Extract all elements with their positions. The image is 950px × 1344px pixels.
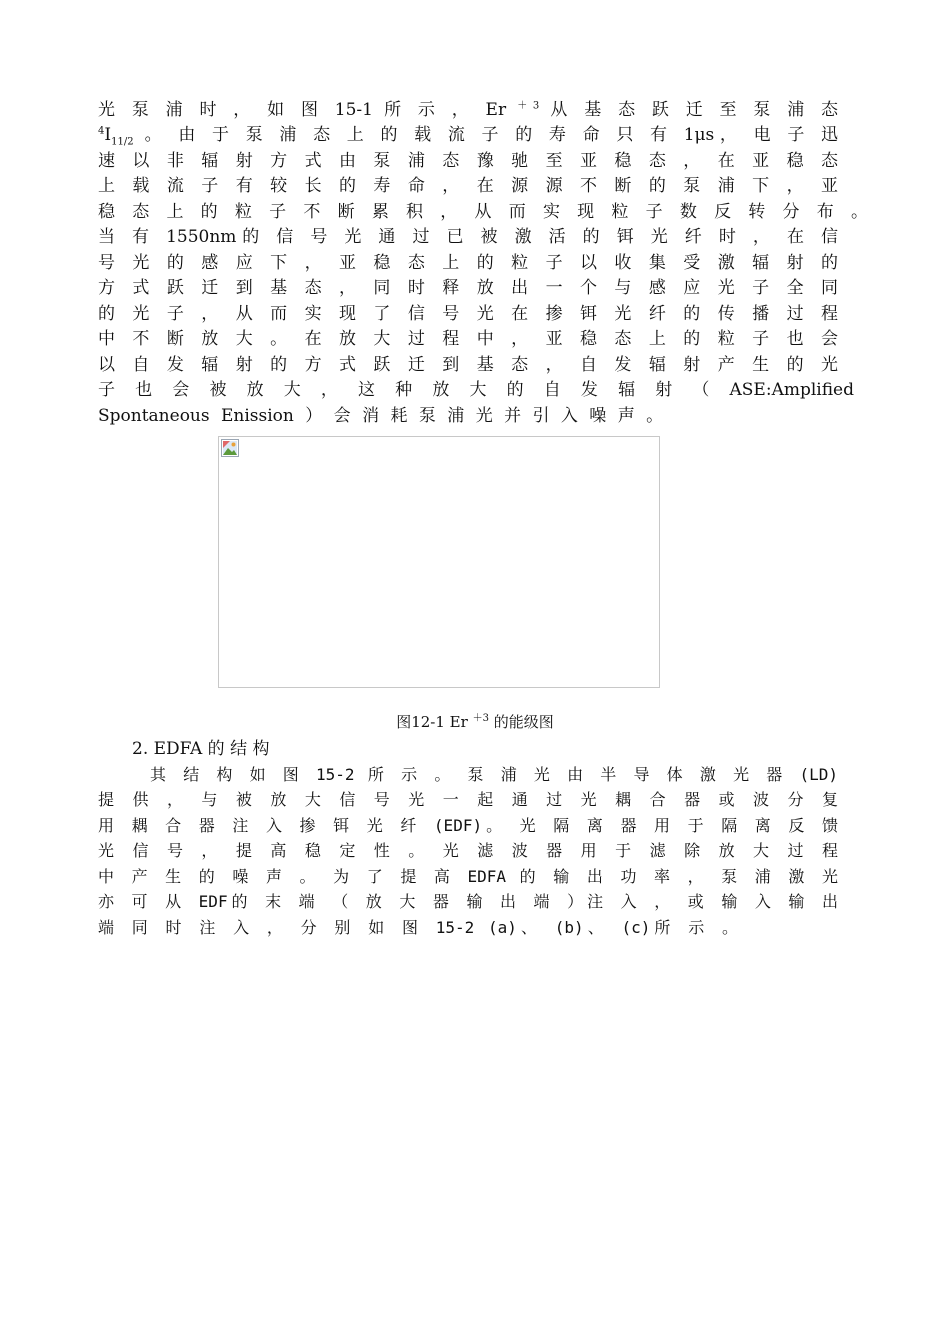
para1-line-7: 号 光 的 感 应 下 ， 亚 稳 态 上 的 粒 子 以 收 集 受 激 辐 射 的 (98, 253, 838, 273)
para1-line-9: 的 光 子 ， 从 而 实 现 了 信 号 光 在 掺 铒 光 纤 的 传 播 过 程 (98, 304, 838, 324)
para1-line-13: Spontaneous Enission ） 会 消 耗 泵 浦 光 并 引 入 噪 声 。 (98, 406, 664, 426)
para1-line-12: 子 也 会 被 放 大 ， 这 种 放 大 的 自 发 辐 射 （ ASE:Amplified (98, 380, 854, 400)
broken-image-icon (221, 439, 239, 457)
para1-line-3: 速 以 非 辐 射 方 式 由 泵 浦 态 豫 驰 至 亚 稳 态 ， 在 亚 稳 态 (98, 151, 838, 171)
section2-line-6: 亦 可 从 EDF的 末 端 （ 放 大 器 输 出 端 ）注 入 ， 或 输 入 输 出 (98, 892, 838, 911)
para1-line-2: $^4I_{11/2}$ 。 由 于 泵 浦 态 上 的 载 流 子 的 寿 命 只 有 1μs， 电 子 迅 (98, 125, 838, 148)
para1-line-4: 上 载 流 子 有 较 长 的 寿 命 ， 在 源 源 不 断 的 泵 浦 下 ， 亚 (98, 176, 838, 196)
section2-line-4: 光 信 号 ， 提 高 稳 定 性 。 光 滤 波 器 用 于 滤 除 放 大 过 程 (98, 841, 838, 860)
section2-line-1: 其 结 构 如 图 15-2 所 示 。 泵 浦 光 由 半 导 体 激 光 器 (LD) (150, 765, 838, 784)
para1-line-11: 以 自 发 辐 射 的 方 式 跃 迁 到 基 态 ， 自 发 辐 射 产 生 的 光 (98, 355, 838, 375)
para1-line-6: 当 有 1550nm的 信 号 光 通 过 已 被 激 活 的 铒 光 纤 时 ， 在 信 (98, 227, 838, 247)
para1-line-10: 中 不 断 放 大 。 在 放 大 过 程 中 ， 亚 稳 态 上 的 粒 子 也 会 (98, 329, 838, 349)
para1-line-1: 光 泵 浦 时 ， 如 图 15-1 所 示 ， Er $^{+3}$ 从 基 态 跃 迁 至 泵 浦 态 (98, 100, 838, 120)
figure-caption: 图12-1 Er $^{+3}$ 的能级图 (396, 713, 554, 731)
section-heading: 2. EDFA 的 结 构 (132, 739, 270, 759)
section2-line-2: 提 供 ， 与 被 放 大 信 号 光 一 起 通 过 光 耦 合 器 或 波 分 复 (98, 790, 838, 809)
section2-line-3: 用 耦 合 器 注 入 掺 铒 光 纤 (EDF)。 光 隔 离 器 用 于 隔 离 反 馈 (98, 816, 838, 835)
para1-line-8: 方 式 跃 迁 到 基 态 ， 同 时 释 放 出 一 个 与 感 应 光 子 全 同 (98, 278, 838, 298)
energy-level-figure (218, 436, 660, 688)
section2-line-5: 中 产 生 的 噪 声 。 为 了 提 高 EDFA 的 输 出 功 率 ， 泵 浦 激 光 (98, 867, 838, 886)
section2-line-7: 端 同 时 注 入 ， 分 别 如 图 15-2 (a)、 (b)、 (c)所 示 。 (98, 918, 738, 937)
para1-line-5: 稳 态 上 的 粒 子 不 断 累 积 ， 从 而 实 现 粒 子 数 反 转 分 布 。 (98, 202, 868, 222)
